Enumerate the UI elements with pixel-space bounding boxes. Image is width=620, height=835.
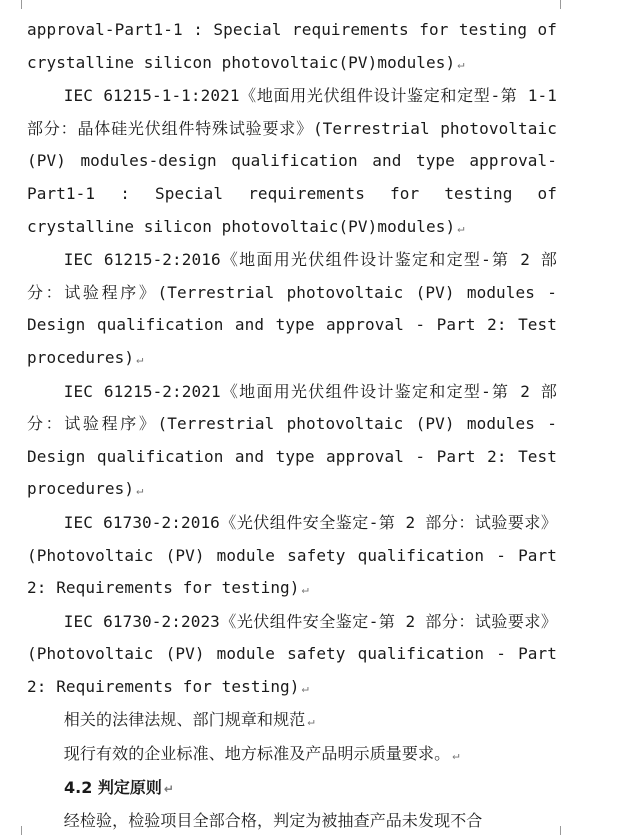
paragraph-8[interactable]: 现行有效的企业标准、地方标准及产品明示质量要求。 ↵ (63, 744, 460, 764)
paragraph-mark-icon: ↵ (457, 56, 465, 71)
crop-mark-bottom-left (7, 826, 22, 835)
crop-mark-bottom-right (560, 826, 575, 835)
paragraph-1[interactable]: approval-Part1-1 : Special requirements for testing of crystalline silicon photovoltaic(PV)modules) ↵ (27, 20, 557, 72)
paragraph-mark-icon: ↵ (136, 351, 144, 366)
paragraph-last[interactable]: 经检验，检验项目全部合格，判定为被抽查产品未发现不合 (63, 811, 483, 831)
paragraph-7[interactable]: 相关的法律法规、部门规章和规范 ↵ (63, 710, 315, 730)
paragraph-3[interactable]: IEC 61215-2:2016《地面用光伏组件设计鉴定和定型-第 2 部分：试验程序》(Terrestrial photovoltaic (PV) modules - Design qualification and type approval - Part 2: Test procedures) ↵ (27, 250, 557, 367)
crop-mark-top-right (560, 0, 575, 9)
crop-mark-top-left (7, 0, 22, 9)
paragraph-6[interactable]: IEC 61730-2:2023《光伏组件安全鉴定-第 2 部分：试验要求》(Photovoltaic (PV) module safety qualification - Part 2: Requirements for testing) ↵ (27, 611, 557, 696)
document-body[interactable] (27, 14, 557, 835)
paragraph-4[interactable]: IEC 61215-2:2021《地面用光伏组件设计鉴定和定型-第 2 部分：试验程序》(Terrestrial photovoltaic (PV) modules - Design qualification and type approval - Part 2: Test procedures) ↵ (27, 381, 557, 499)
paragraph-mark-icon: ↵ (452, 748, 460, 763)
paragraph-mark-icon: ↵ (307, 714, 315, 729)
paragraph-2[interactable]: IEC 61215-1-1:2021《地面用光伏组件设计鉴定和定型-第 1-1 部分：晶体硅光伏组件特殊试验要求》(Terrestrial photovoltaic (PV) modules-design qualification and type approval-Part1-1 : Special requirements for testing of crystalline silicon photovoltaic(PV)modules) ↵ (27, 86, 557, 236)
paragraph-mark-icon: ↵ (457, 220, 465, 235)
paragraph-mark-icon: ↵ (301, 680, 309, 695)
paragraph-mark-icon: ↵ (136, 483, 144, 498)
paragraph-mark-icon: ↵ (163, 781, 174, 796)
paragraph-5[interactable]: IEC 61730-2:2016《光伏组件安全鉴定-第 2 部分：试验要求》(Photovoltaic (PV) module safety qualification - Part 2: Requirements for testing) ↵ (27, 512, 557, 598)
section-heading[interactable]: 4.2 判定原则 ↵ (64, 777, 174, 797)
paragraph-mark-icon: ↵ (301, 582, 309, 597)
